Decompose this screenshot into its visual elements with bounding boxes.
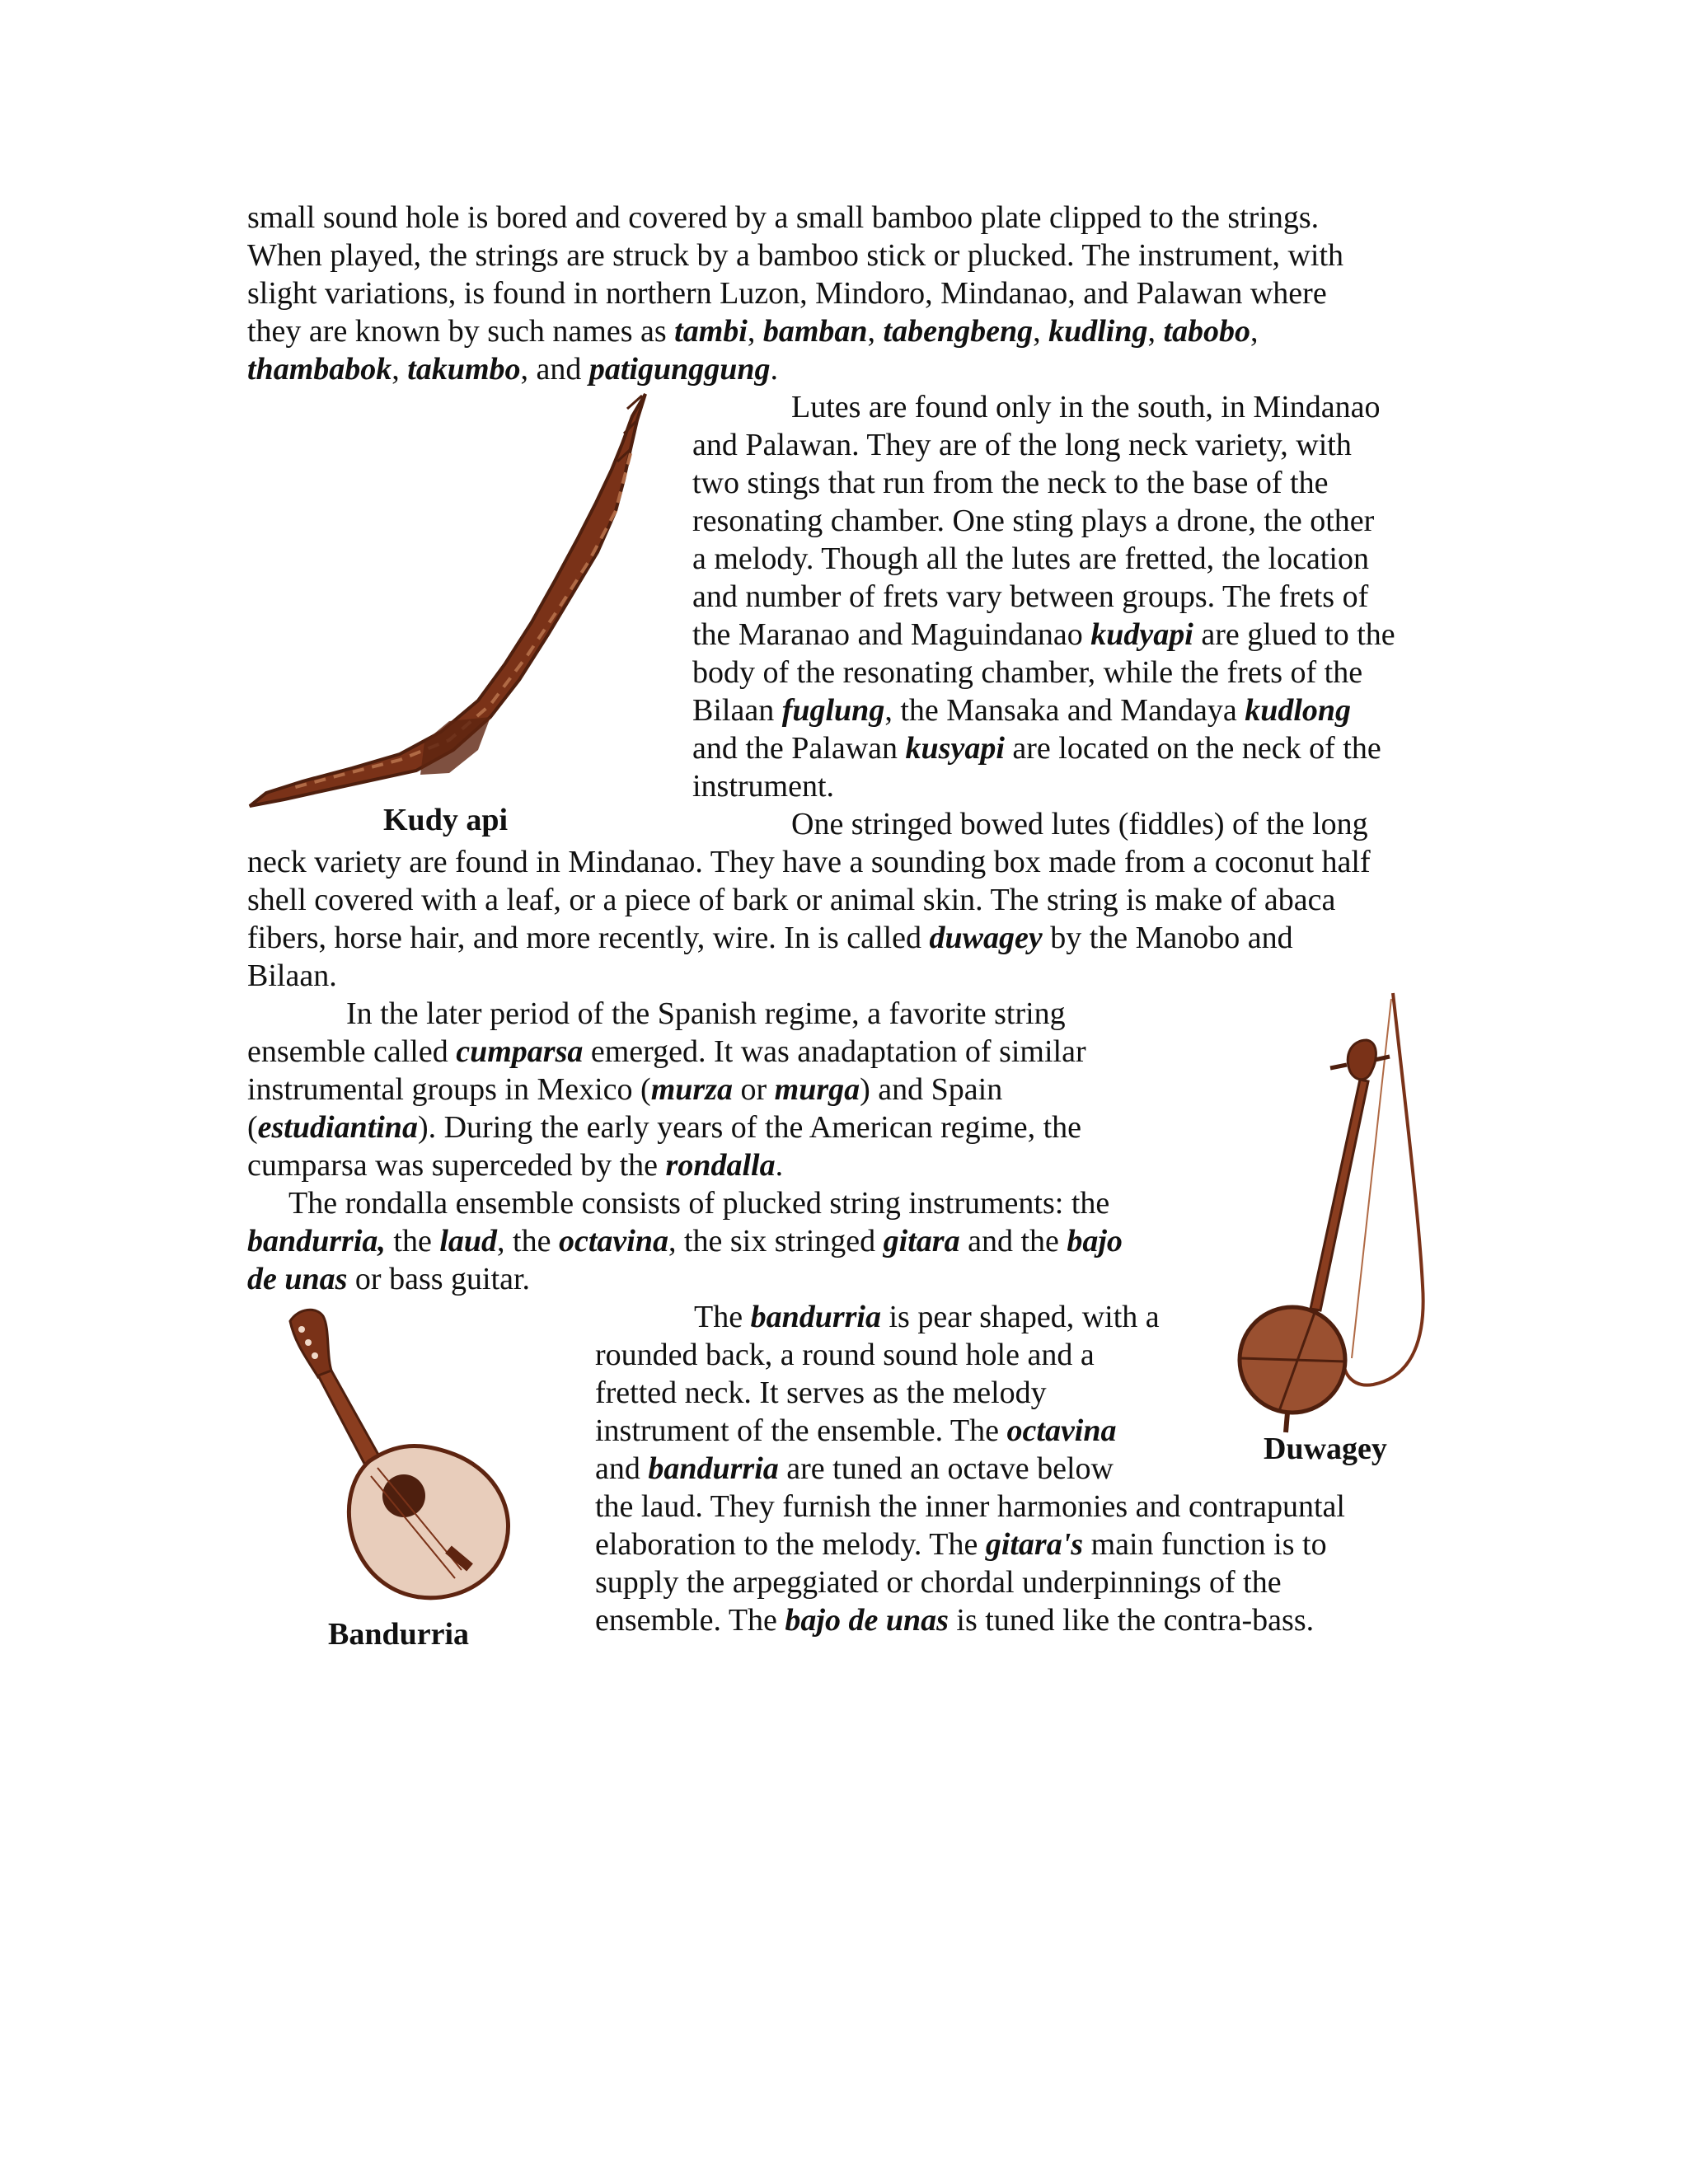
text-line: One stringed bowed lutes (fiddles) of the long <box>791 807 1368 841</box>
term-emphasis: bajo <box>1067 1224 1123 1258</box>
text-line: and number of frets vary between groups. The frets of <box>692 579 1369 614</box>
term-emphasis: kudyapi <box>1090 617 1193 652</box>
bandurria-illustration <box>280 1306 528 1611</box>
kudyapi-illustration <box>243 387 655 808</box>
term-emphasis: bandurria <box>750 1300 881 1334</box>
duwagey-caption: Duwagey <box>1264 1432 1387 1466</box>
kudyapi-drawing <box>243 387 655 808</box>
text-line: supply the arpeggiated or chordal underpinnings of the <box>595 1565 1282 1600</box>
text-line: small sound hole is bored and covered by a small bamboo plate clipped to the strings. <box>247 200 1320 235</box>
text-line: fretted neck. It serves as the melody <box>595 1376 1047 1410</box>
term-emphasis: rondalla <box>665 1148 776 1183</box>
term-emphasis: laud <box>439 1224 498 1258</box>
text-line: instrument. <box>692 769 835 804</box>
text-line: When played, the strings are struck by a bamboo stick or plucked. The instrument, with <box>247 238 1344 273</box>
term-emphasis: tambi <box>674 314 748 349</box>
term-emphasis: patigunggung <box>588 352 771 387</box>
text-line: ensemble called cumparsa emerged. It was anadaptation of similar <box>247 1034 1086 1069</box>
term-emphasis: octavina <box>1006 1413 1117 1448</box>
term-emphasis: thambabok <box>247 352 392 387</box>
text-line: and the Palawan kusyapi are located on the neck of the <box>692 731 1381 766</box>
term-emphasis: gitara <box>883 1224 960 1258</box>
term-emphasis: gitara's <box>985 1527 1084 1562</box>
term-emphasis: bandurria <box>648 1451 779 1486</box>
term-emphasis: murza <box>650 1072 733 1107</box>
kudyapi-caption: Kudy api <box>383 803 509 837</box>
text-line: Bilaan. <box>247 958 337 993</box>
term-emphasis: kusyapi <box>905 731 1005 766</box>
text-line: ensemble. The bajo de unas is tuned like the contra-bass. <box>595 1603 1315 1638</box>
term-emphasis: octavina <box>558 1224 668 1258</box>
text-line: Lutes are found only in the south, in Mindanao <box>791 390 1381 424</box>
bandurria-drawing <box>280 1306 528 1611</box>
text-line: In the later period of the Spanish regime, a favorite string <box>346 996 1066 1031</box>
text-line: two stings that run from the neck to the base of the <box>692 466 1329 500</box>
text-line: cumparsa was superceded by the rondalla. <box>247 1148 784 1183</box>
term-emphasis: fuglung <box>781 693 885 728</box>
text-line: thambabok, takumbo, and patigunggung. <box>247 352 779 387</box>
text-line: instrument of the ensemble. The octavina <box>595 1413 1117 1448</box>
term-emphasis: murga <box>774 1072 860 1107</box>
text-line: body of the resonating chamber, while the frets of the <box>692 655 1363 690</box>
duwagey-drawing <box>1228 989 1434 1434</box>
term-emphasis: estudiantina <box>257 1110 418 1145</box>
text-line: and Palawan. They are of the long neck variety, with <box>692 428 1352 462</box>
text-line: The rondalla ensemble consists of plucked string instruments: the <box>288 1186 1110 1221</box>
text-line: the laud. They furnish the inner harmonies and contrapuntal <box>595 1489 1345 1524</box>
text-line: fibers, horse hair, and more recently, wire. In is called duwagey by the Manobo and <box>247 921 1293 955</box>
term-emphasis: duwagey <box>929 921 1043 955</box>
term-emphasis: bamban <box>762 314 868 349</box>
term-emphasis: tabengbeng <box>883 314 1034 349</box>
text-line: de unas or bass guitar. <box>247 1262 531 1296</box>
bandurria-caption: Bandurria <box>328 1617 470 1652</box>
text-line: they are known by such names as tambi, bamban, tabengbeng, kudling, tabobo, <box>247 314 1259 349</box>
text-line: the Maranao and Maguindanao kudyapi are glued to the <box>692 617 1395 652</box>
term-emphasis: bajo de unas <box>785 1603 949 1638</box>
text-line: Bilaan fuglung, the Mansaka and Mandaya kudlong <box>692 693 1352 728</box>
term-emphasis: bandurria, <box>247 1224 386 1258</box>
term-emphasis: kudlong <box>1245 693 1352 728</box>
term-emphasis: de unas <box>247 1262 348 1296</box>
text-line: instrumental groups in Mexico (murza or murga) and Spain <box>247 1072 1003 1107</box>
text-line: and bandurria are tuned an octave below <box>595 1451 1114 1486</box>
term-emphasis: cumparsa <box>456 1034 584 1069</box>
text-line: a melody. Though all the lutes are fretted, the location <box>692 541 1369 576</box>
text-line: rounded back, a round sound hole and a <box>595 1338 1095 1372</box>
term-emphasis: takumbo <box>407 352 521 387</box>
term-emphasis: kudling <box>1048 314 1148 349</box>
text-line: elaboration to the melody. The gitara's main function is to <box>595 1527 1327 1562</box>
duwagey-illustration <box>1228 989 1434 1434</box>
text-line: slight variations, is found in northern Luzon, Mindoro, Mindanao, and Palawan where <box>247 276 1327 311</box>
text-line: shell covered with a leaf, or a piece of bark or animal skin. The string is make of abaca <box>247 883 1336 917</box>
term-emphasis: tabobo <box>1163 314 1251 349</box>
text-line: resonating chamber. One sting plays a drone, the other <box>692 504 1375 538</box>
text-line: neck variety are found in Mindanao. They have a sounding box made from a coconut half <box>247 845 1371 879</box>
text-line: bandurria, the laud, the octavina, the six stringed gitara and the bajo <box>247 1224 1123 1258</box>
text-line: (estudiantina). During the early years of the American regime, the <box>247 1110 1082 1145</box>
text-line: The bandurria is pear shaped, with a <box>694 1300 1160 1334</box>
